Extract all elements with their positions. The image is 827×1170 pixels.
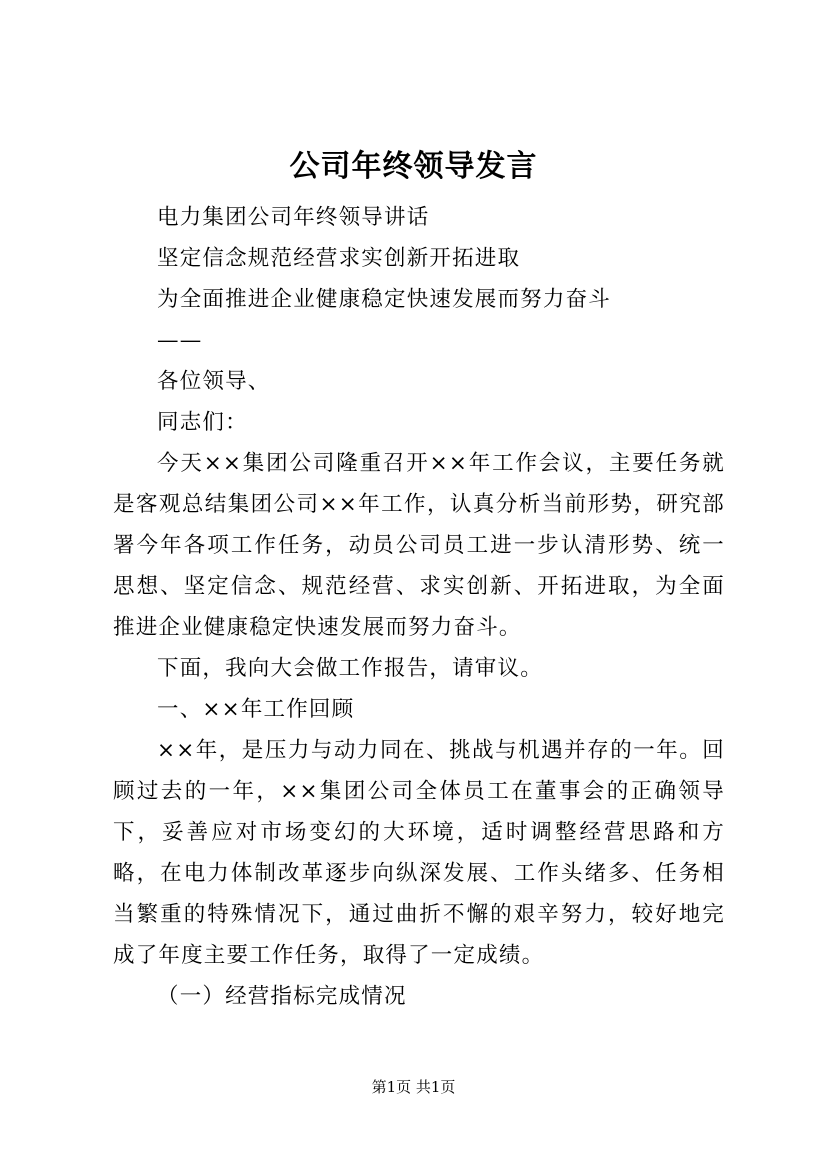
subsection-heading: （一）经营指标完成情况 bbox=[157, 984, 407, 1009]
body-paragraph: 下面，我向大会做工作报告，请审议。 bbox=[157, 656, 543, 681]
section-heading: 一、××年工作回顾 bbox=[157, 697, 355, 722]
body-paragraph: 今天××集团公司隆重召开××年工作会议，主要任务就是客观总结集团公司××年工作，认真分析当前形势，研究部署今年各项工作任务，动员公司员工进一步认清形势、统一思想、坚定信念、规范经营、求实创新、开拓进取，为全面推进企业健康稳定快速发展而努力奋斗。 bbox=[113, 451, 725, 640]
salutation-line: 同志们： bbox=[157, 410, 248, 435]
subtitle-line: 为全面推进企业健康稳定快速发展而努力奋斗 bbox=[157, 287, 612, 312]
subtitle-line: 坚定信念规范经营求实创新开拓进取 bbox=[157, 246, 521, 271]
body-paragraph: ××年，是压力与动力同在、挑战与机遇并存的一年。回顾过去的一年，××集团公司全体员工在董事会的正确领导下，妥善应对市场变幻的大环境，适时调整经营思路和方略，在电力体制改革逐步向纵深发展、工作头绪多、任务相当繁重的特殊情况下，通过曲折不懈的艰辛努力，较好地完成了年度主要工作任务，取得了一定成绩。 bbox=[113, 738, 725, 968]
document-body bbox=[113, 197, 725, 1017]
salutation-line: 各位领导、 bbox=[157, 369, 271, 394]
page-footer: 第1页 共1页 bbox=[371, 1078, 456, 1096]
document-title: 公司年终领导发言 bbox=[289, 149, 538, 184]
dash-line: —— bbox=[157, 328, 203, 353]
subtitle-line: 电力集团公司年终领导讲话 bbox=[157, 205, 430, 230]
